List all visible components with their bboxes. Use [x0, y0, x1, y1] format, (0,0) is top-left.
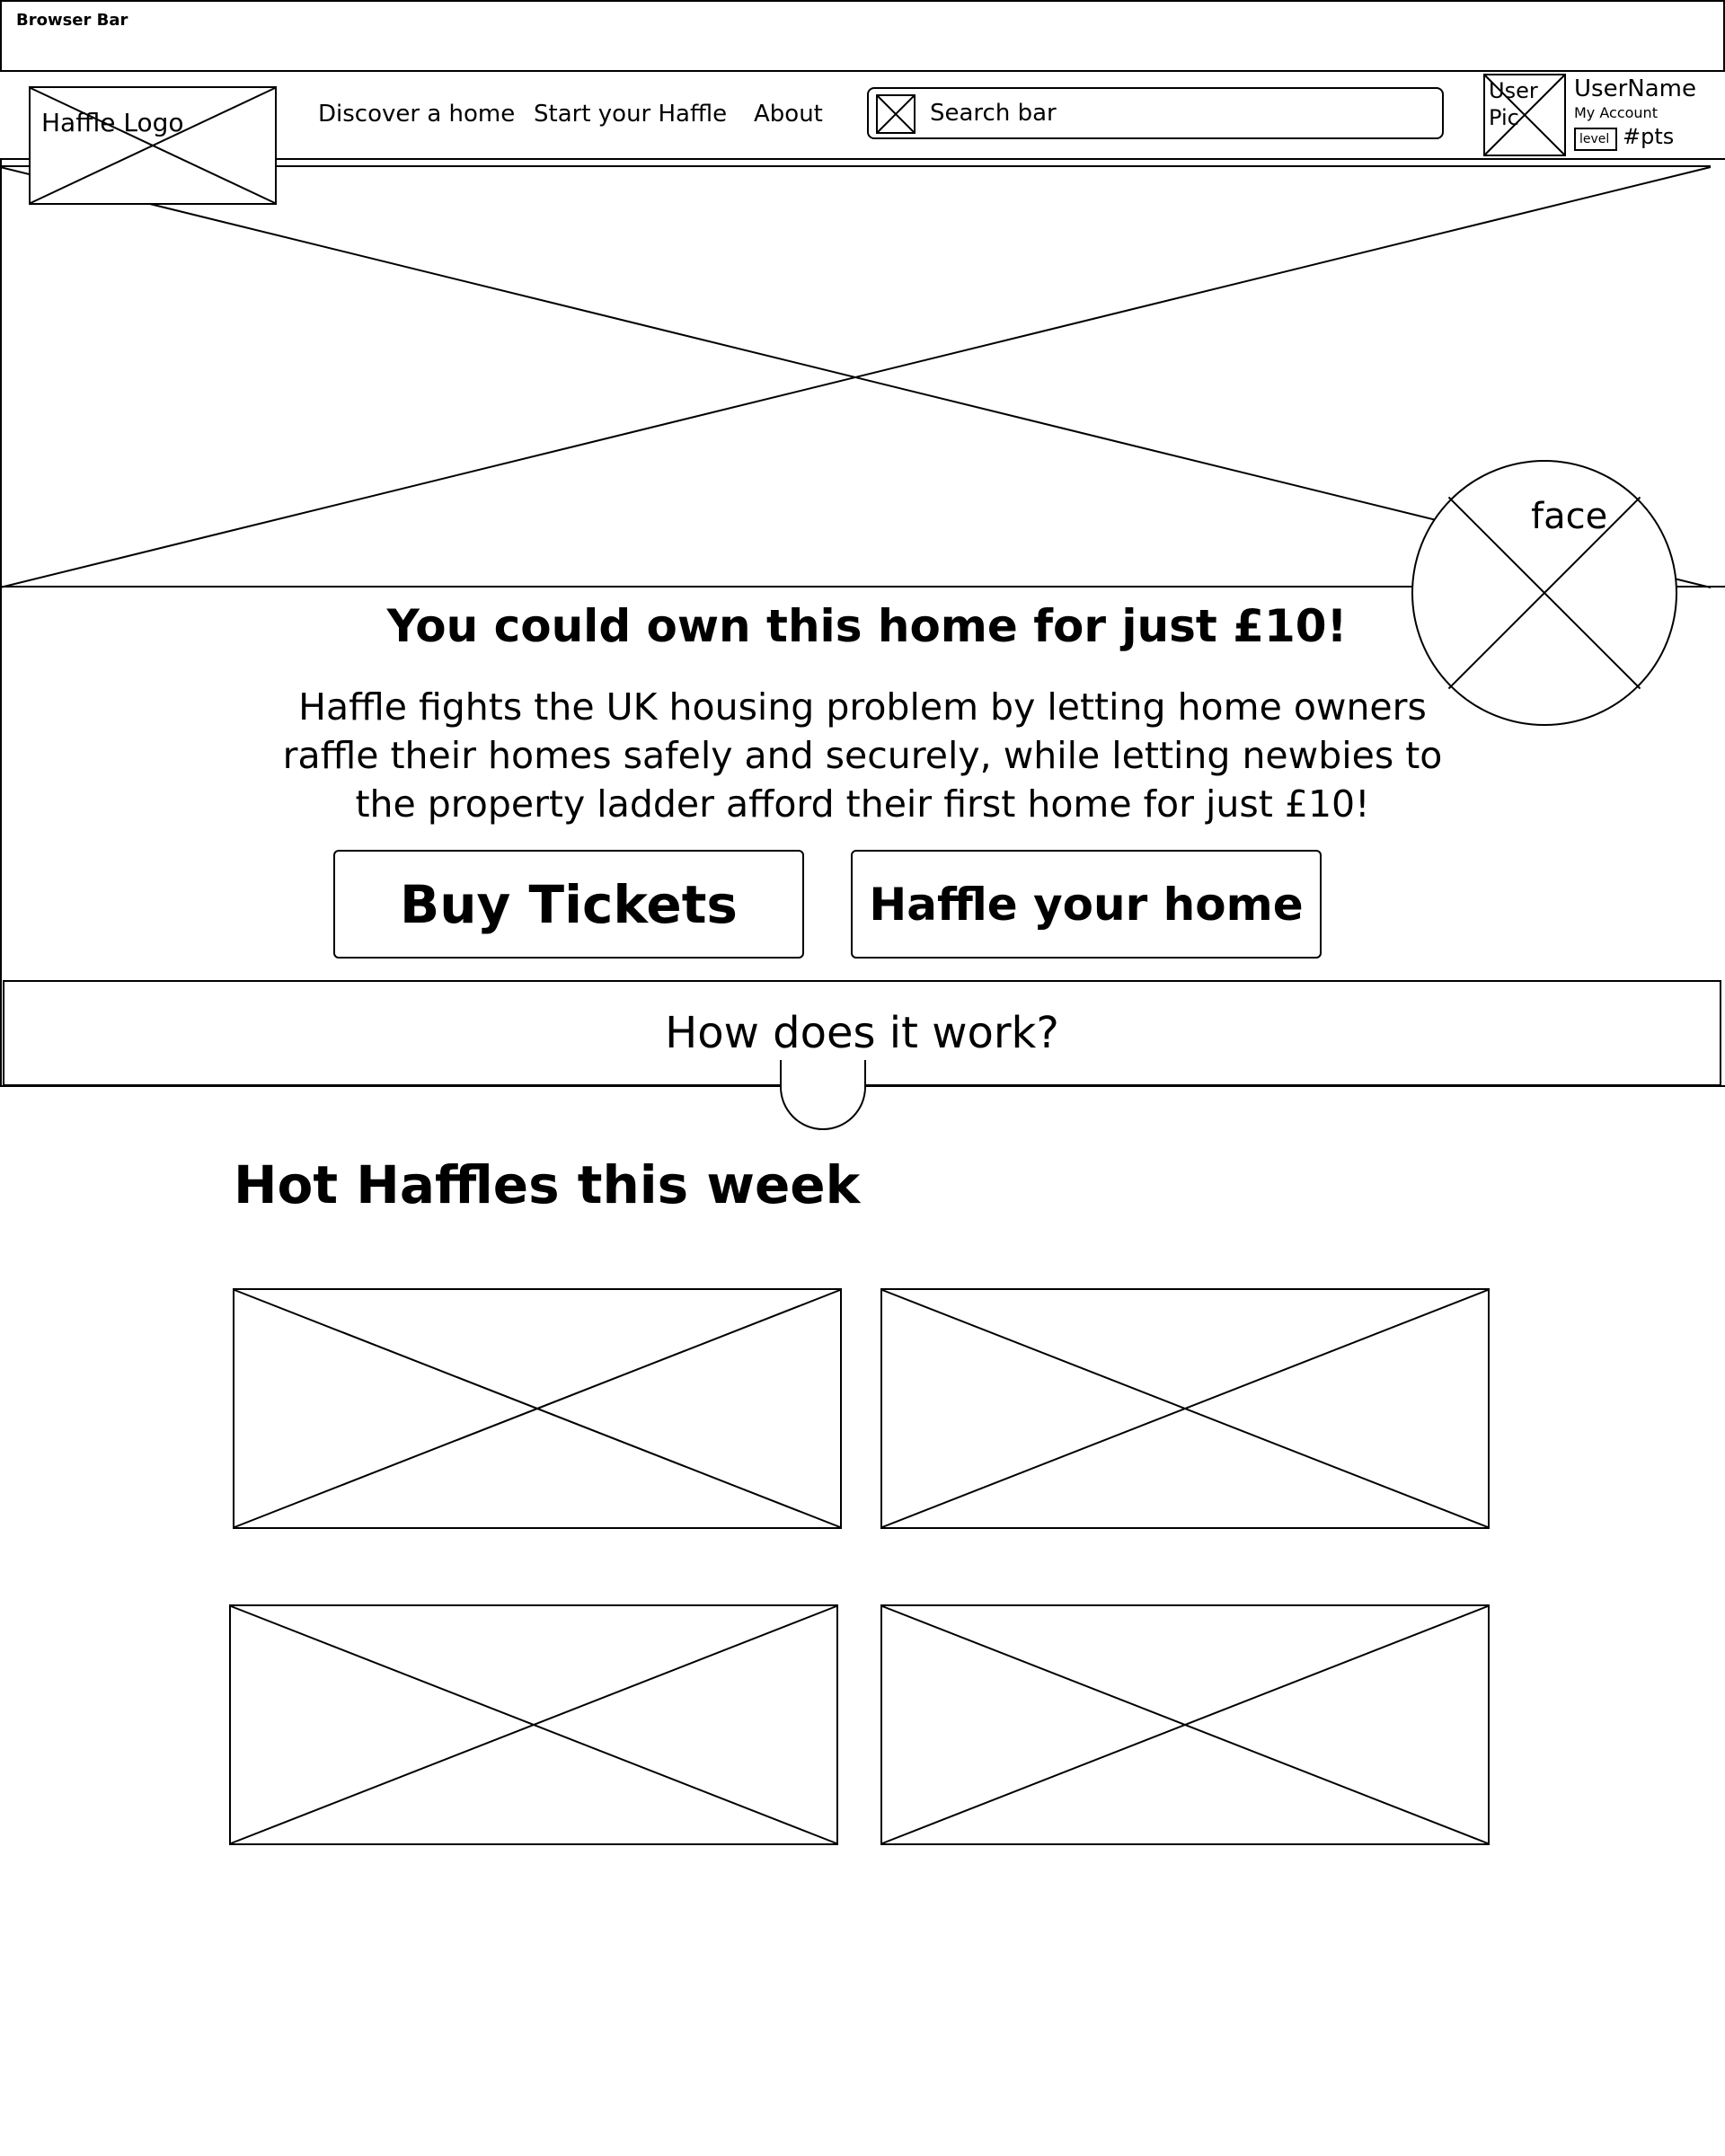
browser-bar — [0, 0, 1725, 72]
image-placeholder-icon — [882, 1290, 1488, 1527]
logo-placeholder-icon — [31, 88, 275, 203]
how-it-works-label: How does it work? — [665, 1008, 1059, 1058]
username: UserName — [1574, 75, 1696, 102]
points-count: #pts — [1623, 124, 1675, 149]
my-account-link[interactable]: My Account — [1574, 104, 1658, 121]
buy-tickets-button[interactable]: Buy Tickets — [333, 850, 804, 959]
hero-description-line: Haffle fights the UK housing problem by letting home owners — [298, 685, 1427, 729]
user-pic-label: User Pic — [1489, 78, 1538, 130]
image-placeholder-icon — [234, 1290, 840, 1527]
how-it-works-tab[interactable] — [780, 1060, 866, 1130]
haffle-card[interactable] — [233, 1288, 842, 1529]
logo-label: Haffle Logo — [41, 108, 184, 137]
hero-description-line: raffle their homes safely and securely, while letting newbies to — [282, 734, 1443, 777]
search-placeholder: Search bar — [930, 100, 1057, 127]
nav-discover-a-home[interactable]: Discover a home — [318, 101, 516, 128]
face-label: face — [1531, 496, 1608, 537]
level-badge: level — [1574, 128, 1617, 151]
haffle-card[interactable] — [880, 1604, 1490, 1845]
haffle-your-home-button[interactable]: Haffle your home — [851, 850, 1322, 959]
hero-headline: You could own this home for just £10! — [386, 600, 1348, 652]
how-it-works-tab-cover — [782, 1078, 864, 1091]
haffle-card[interactable] — [880, 1288, 1490, 1529]
haffle-card[interactable] — [229, 1604, 838, 1845]
haffle-logo[interactable] — [29, 86, 277, 205]
user-avatar[interactable] — [1483, 74, 1566, 156]
hero-description-line: the property ladder afford their first home for just £10! — [355, 782, 1370, 826]
nav-start-your-haffle[interactable]: Start your Haffle — [534, 101, 728, 128]
search-icon — [876, 94, 916, 134]
hero-description — [0, 683, 1725, 828]
nav-about[interactable]: About — [754, 101, 823, 128]
image-placeholder-icon — [882, 1606, 1488, 1843]
browser-bar-title: Browser Bar — [16, 11, 128, 30]
search-bar[interactable] — [867, 87, 1444, 139]
hot-haffles-title: Hot Haffles this week — [234, 1154, 861, 1215]
image-placeholder-icon — [231, 1606, 836, 1843]
